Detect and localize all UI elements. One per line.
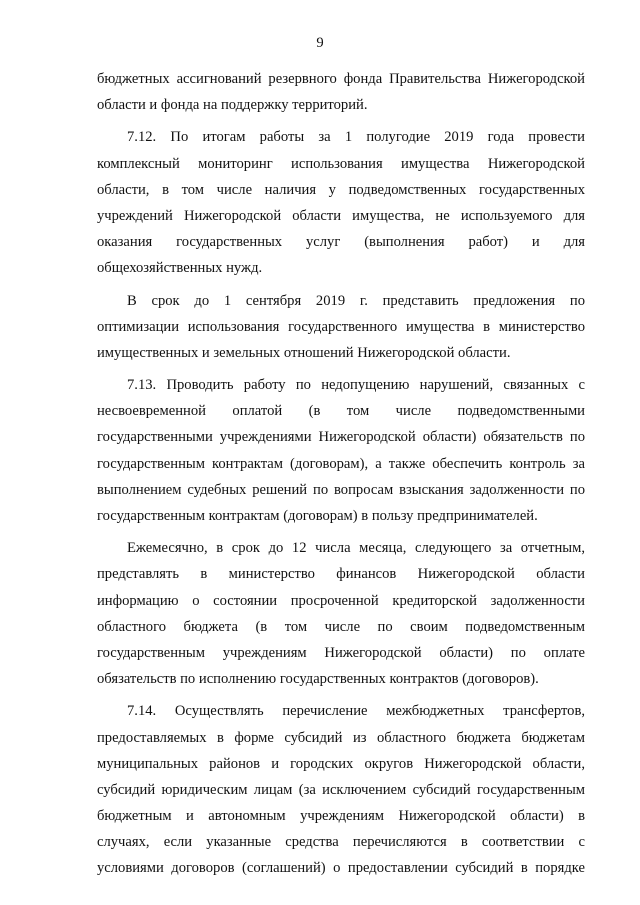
text-line: 7.13. Проводить работу по недопущению нарушений, связанных с: [127, 377, 585, 394]
text-line: информацию о состоянии просроченной кредиторской задолженности: [97, 592, 585, 609]
text-line: случаях, если указанные средства перечисляются в соответствии с: [97, 834, 585, 851]
paragraph-monthly: [97, 535, 585, 692]
paragraph-continuation: [97, 66, 585, 118]
text-line: общехозяйственных нужд.: [97, 260, 263, 277]
text-line: учреждений Нижегородской области имущества, не используемого для: [97, 207, 585, 224]
text-line: В срок до 1 сентября 2019 г. представить предложения по: [127, 292, 585, 309]
text-line: несвоевременной оплатой (в том числе подведомственными: [97, 403, 585, 420]
text-line: Ежемесячно, в срок до 12 числа месяца, следующего за отчетным,: [127, 540, 585, 557]
text-line: оптимизации использования государственного имущества в министерство: [97, 318, 585, 335]
paragraph-7-14: [97, 698, 585, 881]
paragraph-deadline: [97, 288, 585, 367]
text-line: государственным контрактам (договорам) в пользу предпринимателей.: [97, 508, 538, 524]
page-number: 9: [316, 35, 324, 51]
text-line: 7.12. По итогам работы за 1 полугодие 2019 года провести: [127, 129, 585, 146]
text-line: бюджетных ассигнований резервного фонда Правительства Нижегородской: [97, 71, 585, 87]
text-line: выполнением судебных решений по вопросам взыскания задолженности по: [97, 481, 585, 498]
paragraph-7-12: [97, 124, 585, 281]
text-line: бюджетным и автономным учреждениям Нижегородской области) в: [97, 808, 585, 825]
text-line: субсидий юридическим лицам (за исключением субсидий государственным: [97, 781, 585, 798]
text-line: муниципальных районов и городских округов Нижегородской области,: [97, 755, 585, 772]
text-line: государственным контрактам (договорам), а также обеспечить контроль за: [97, 455, 585, 472]
text-line: обязательств по исполнению государственных контрактов (договоров).: [97, 671, 539, 688]
text-line: государственными учреждениями Нижегородской области) обязательств по: [97, 429, 585, 446]
text-line: области и фонда на поддержку территорий.: [97, 97, 368, 114]
text-line: предоставляемых в форме субсидий из областного бюджета бюджетам: [97, 729, 585, 746]
text-line: условиями договоров (соглашений) о предоставлении субсидий в порядке: [97, 860, 585, 877]
text-line: областного бюджета (в том числе по своим подведомственным: [97, 618, 585, 635]
text-line: 7.14. Осуществлять перечисление межбюджетных трансфертов,: [127, 703, 585, 720]
text-line: имущественных и земельных отношений Нижегородской области.: [97, 344, 511, 361]
document-body: [97, 66, 585, 882]
text-line: области, в том числе наличия у подведомственных государственных: [97, 181, 585, 198]
text-line: оказания государственных услуг (выполнения работ) и для: [97, 234, 585, 251]
text-line: государственным учреждениям Нижегородской области) по оплате: [97, 644, 585, 661]
text-line: представлять в министерство финансов Нижегородской области: [97, 566, 585, 583]
text-line: комплексный мониторинг использования имущества Нижегородской: [97, 155, 585, 172]
paragraph-7-13: [97, 372, 585, 529]
